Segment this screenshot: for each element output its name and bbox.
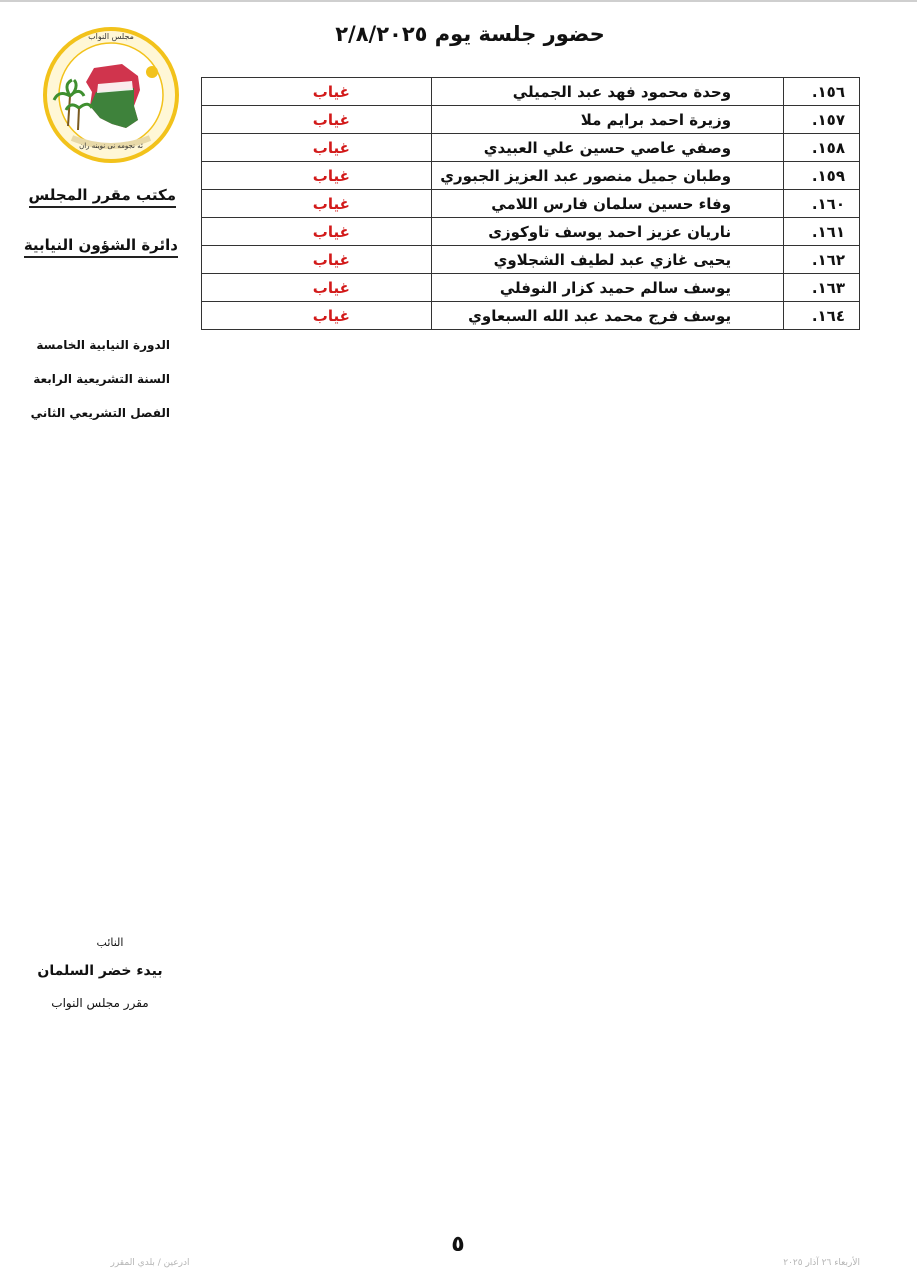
member-name: وصفي عاصي حسين علي العبيدي <box>431 134 783 162</box>
row-number: ١٦٢. <box>784 246 860 274</box>
attendance-status: غياب <box>202 274 432 302</box>
table-row <box>202 246 860 274</box>
attendance-status: غياب <box>202 134 432 162</box>
attendance-status: غياب <box>202 246 432 274</box>
attendance-status: غياب <box>202 106 432 134</box>
signature-name: بيدء خضر السلمان <box>37 963 163 979</box>
office-title <box>20 186 176 204</box>
logo-top-text: مجلس النواب <box>88 32 134 41</box>
department-title-text: دائرة الشؤون النيابية <box>24 236 178 258</box>
table-row <box>202 162 860 190</box>
table-row <box>202 302 860 330</box>
row-number: ١٥٦. <box>784 78 860 106</box>
footer-left-text: ادرعين / بلدي المقرر <box>110 1258 190 1268</box>
table-row <box>202 274 860 302</box>
page-title: حضور جلسة يوم ٢/٨/٢٠٢٥ <box>335 22 605 46</box>
member-name: وطبان جميل منصور عبد العزيز الجبوري <box>431 162 783 190</box>
logo-bottom-text: ئه نجومه نی نوینه ران <box>79 142 143 150</box>
member-name: وفاء حسين سلمان فارس اللامي <box>431 190 783 218</box>
row-number: ١٦٠. <box>784 190 860 218</box>
table-row <box>202 106 860 134</box>
row-number: ١٥٩. <box>784 162 860 190</box>
top-border-line <box>0 0 917 2</box>
signature-title: مقرر مجلس النواب <box>51 996 149 1010</box>
member-name: يوسف فرج محمد عبد الله السبعاوي <box>431 302 783 330</box>
table-row <box>202 190 860 218</box>
row-number: ١٦١. <box>784 218 860 246</box>
term-info-chapter: الفصل التشريعي الثاني <box>30 406 170 420</box>
footer-right-text: الأربعاء ٢٦ آذار ٢٠٢٥ <box>783 1258 860 1268</box>
attendance-status: غياب <box>202 302 432 330</box>
attendance-status: غياب <box>202 78 432 106</box>
page-number: ٥ <box>451 1232 465 1257</box>
row-number: ١٥٧. <box>784 106 860 134</box>
term-info-session: الدورة النيابية الخامسة <box>36 338 170 352</box>
member-name: وحدة محمود فهد عبد الجميلي <box>431 78 783 106</box>
member-name: وزيرة احمد برايم ملا <box>431 106 783 134</box>
row-number: ١٦٣. <box>784 274 860 302</box>
table-row <box>202 218 860 246</box>
attendance-status: غياب <box>202 190 432 218</box>
member-name: يحيى غازي عبد لطيف الشجلاوي <box>431 246 783 274</box>
department-title <box>20 236 178 254</box>
row-number: ١٦٤. <box>784 302 860 330</box>
member-name: ناريان عزيز احمد يوسف تاوكوزى <box>431 218 783 246</box>
signature-role: النائب <box>96 936 124 949</box>
attendance-status: غياب <box>202 162 432 190</box>
office-title-text: مكتب مقرر المجلس <box>29 186 176 208</box>
table-row <box>202 78 860 106</box>
attendance-status: غياب <box>202 218 432 246</box>
table-row <box>202 134 860 162</box>
attendance-table <box>201 77 860 330</box>
term-info-year: السنة التشريعية الرابعة <box>33 372 170 386</box>
row-number: ١٥٨. <box>784 134 860 162</box>
parliament-logo <box>42 26 180 164</box>
member-name: يوسف سالم حميد كزار النوفلي <box>431 274 783 302</box>
